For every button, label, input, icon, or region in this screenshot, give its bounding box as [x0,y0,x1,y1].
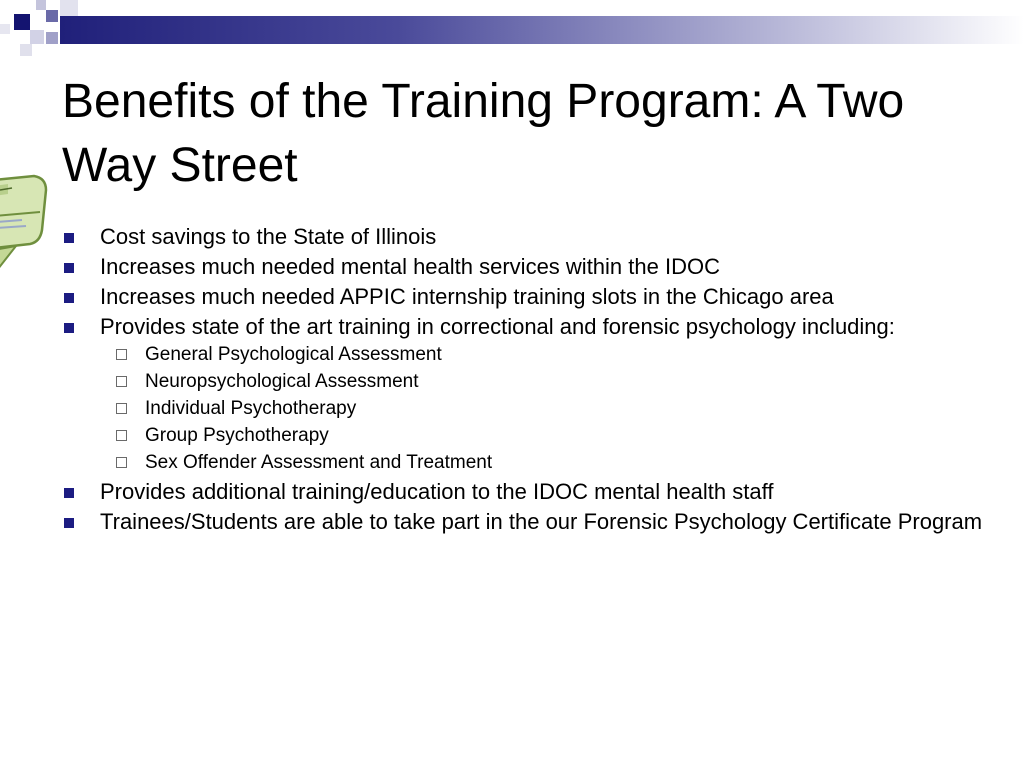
square-bullet-icon [64,488,74,498]
bullet-text: Cost savings to the State of Illinois [100,224,437,249]
sub-bullet-item [100,397,1002,420]
bullet-text: Increases much needed mental health services within the IDOC [100,254,720,279]
slide-title: Benefits of the Training Program: A Two Way Street [62,75,905,192]
square-bullet-icon [64,518,74,528]
sub-bullet-item [100,343,1002,366]
bullet-text: Trainees/Students are able to take part in the our Forensic Psychology Certificate Program [100,509,983,534]
decor-square [30,30,44,44]
square-bullet-icon [64,293,74,303]
bullet-text: Increases much needed APPIC internship training slots in the Chicago area [100,284,834,309]
decor-square [0,24,10,34]
bullet-item [62,284,1002,309]
bullet-item [62,479,1002,504]
square-bullet-icon [64,263,74,273]
bullet-item [62,314,1002,474]
decor-square [46,10,58,22]
decor-square [36,0,46,10]
hollow-square-bullet-icon [116,376,127,387]
square-bullet-icon [64,233,74,243]
square-bullet-icon [64,323,74,333]
hollow-square-bullet-icon [116,349,127,360]
sub-bullet-item [100,370,1002,393]
sub-bullet-list [100,343,1002,474]
hollow-square-bullet-icon [116,403,127,414]
sub-bullet-item [100,424,1002,447]
decor-square [46,32,58,44]
sub-bullet-text: Neuropsychological Assessment [145,371,419,392]
hollow-square-bullet-icon [116,430,127,441]
bullet-item [62,224,1002,249]
sub-bullet-text: Group Psychotherapy [145,425,329,446]
bullet-text: Provides additional training/education to the IDOC mental health staff [100,479,774,504]
hollow-square-bullet-icon [116,457,127,468]
notepad-clipart-icon [0,172,52,278]
sub-bullet-text: General Psychological Assessment [145,344,442,365]
decor-square [20,44,32,56]
sub-bullet-text: Individual Psychotherapy [145,398,357,419]
decor-square [14,14,30,30]
bullet-text: Provides state of the art training in correctional and forensic psychology including: [100,314,895,339]
sub-bullet-item [100,451,1002,474]
bullet-list [62,224,1002,539]
bullet-item [62,509,1002,534]
sub-bullet-text: Sex Offender Assessment and Treatment [145,452,493,473]
decor-square [60,0,78,16]
bullet-item [62,254,1002,279]
header-gradient-band [60,16,1024,44]
